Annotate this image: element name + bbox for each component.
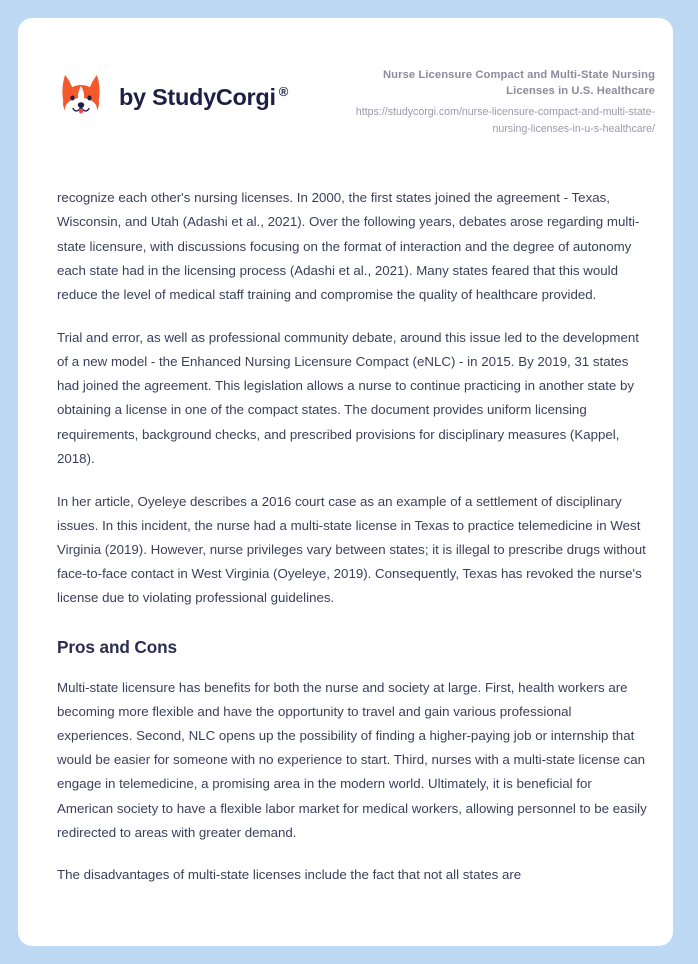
document-title: Nurse Licensure Compact and Multi-State Nursing Licenses in U.S. Healthcare xyxy=(383,69,655,98)
paragraph: In her article, Oyeleye describes a 2016 court case as an example of a settlement of disciplinary issues. In this incident, the nurse had a multi-state license in Texas to practice telemedicine in West Virginia (2019). However, nurse privileges vary between states; it is illegal to prescribe drugs without face-to-face contact in West Virginia (Oyeleye, 2019). Consequently, Texas has revoked the nurse's license due to violating professional guidelines. xyxy=(57,493,646,606)
document-header xyxy=(18,18,673,137)
paragraph: recognize each other's nursing licenses. In 2000, the first states joined the agreement - Texas, Wisconsin, and Utah (Adashi et al., 2021). Over the following years, debates arose regarding multi-state licensure, with discussions focusing on the format of interaction and the degree of autonomy each state had in the licensing process (Adashi et al., 2021). Many states feared that this would reduce the level of medical staff training and compromise the quality of healthcare provided. xyxy=(57,190,640,303)
brand-name xyxy=(119,84,288,111)
paragraph: Multi-state licensure has benefits for both the nurse and society at large. First, health workers are becoming more flexible and have the opportunity to travel and gain various professional experiences. Second, NLC opens up the possibility of finding a higher-paying job or internship that would be easier for someone with no experience to start. Third, nurses with a multi-state license can engage in telemedicine, a promising area in the modern world. Ultimately, it is beneficial for American society to have a flexible labor market for medical workers, allowing personnel to be easily redirected to areas with greater demand. xyxy=(57,679,647,840)
document-body xyxy=(18,186,673,887)
document-page xyxy=(18,18,673,946)
paragraph: The disadvantages of multi-state licenses include the fact that not all states are xyxy=(57,867,522,883)
document-url[interactable]: https://studycorgi.com/nurse-licensure-compact-and-multi-state-nursing-licenses-in-u-s-healthcare/ xyxy=(355,106,655,135)
corgi-face-logo-icon xyxy=(56,72,106,122)
section-heading-pros-and-cons: Pros and Cons xyxy=(57,636,177,657)
document-meta xyxy=(335,64,655,137)
brand-name-label: by StudyCorgi xyxy=(119,83,276,110)
registered-trademark-icon: ® xyxy=(278,83,288,99)
paragraph: Trial and error, as well as professional community debate, around this issue led to the development of a new model - the Enhanced Nursing Licensure Compact (eNLC) - in 2015. By 2019, 31 states had joined the agreement. This legislation allows a nurse to continue practicing in another state by obtaining a license in one of the compact states. The document provides uniform licensing requirements, background checks, and prescribed provisions for disciplinary measures (Kappel, 2018). xyxy=(57,329,639,466)
brand-block xyxy=(56,64,288,122)
